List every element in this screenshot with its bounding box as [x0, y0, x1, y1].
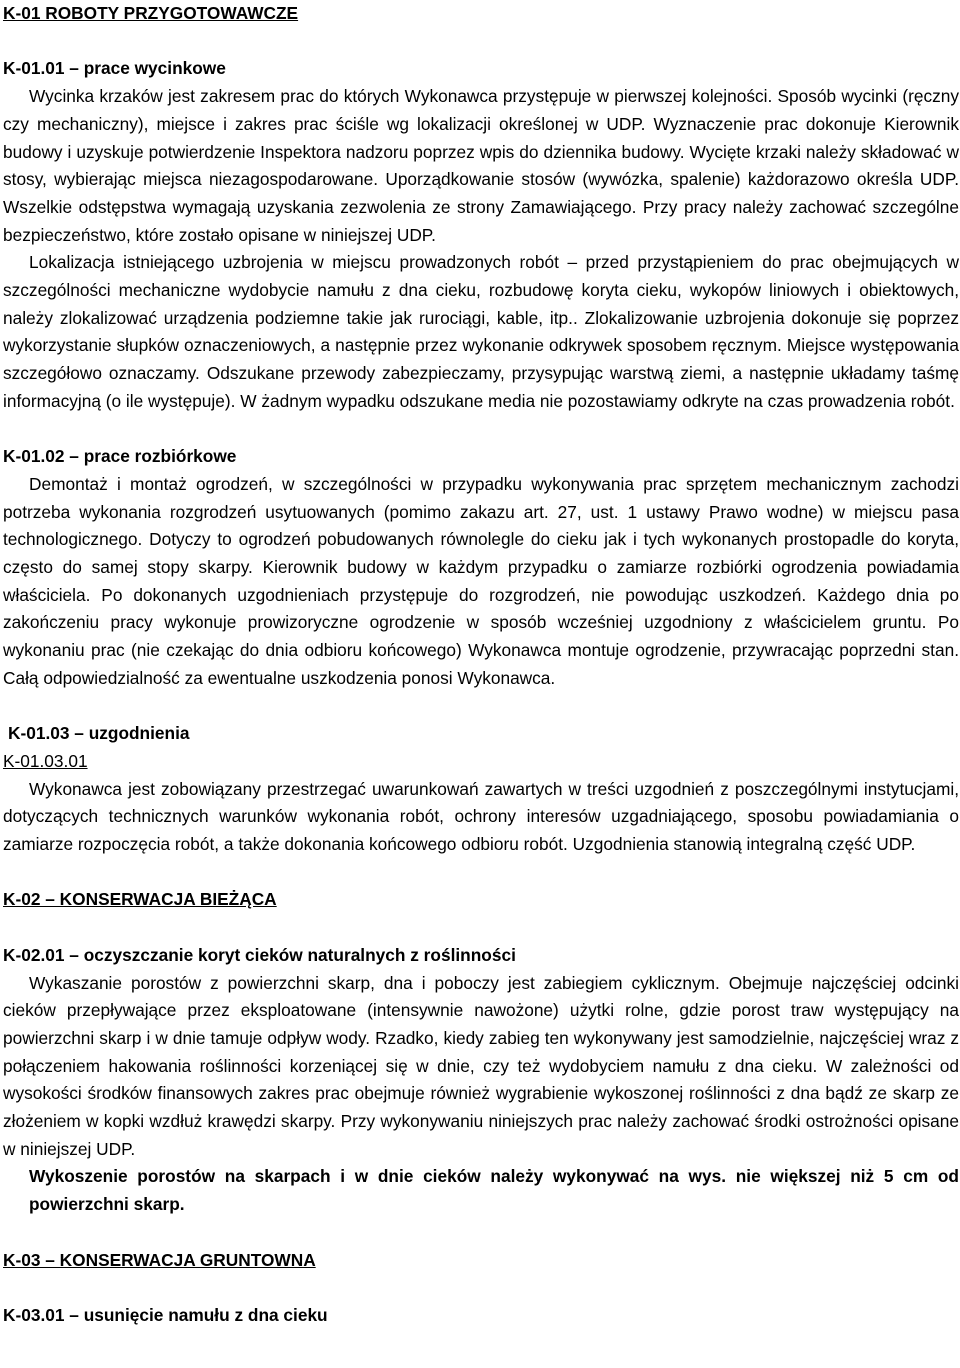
subsection-code: K-01.03.01 [3, 750, 88, 771]
paragraph: Wycinka krzaków jest zakresem prac do których Wykonawca przystępuje w pierwszej kolejności. Sposób wycinki (ręczny czy mechaniczny), miejsce i zakres prac ściśle wg lokalizacji określonej w UDP. Wyznaczenie prac dokonuje Kierownik budowy i uzyskuje potwierdzenie Inspektora nadzoru poprzez wpis do dziennika budowy. Wycięte krzaki należy składować w stosy, wybierając miejsca niezagospodarowane. Uporządkowanie stosów (wywózka, spalenie) każdorazowo określa UDP. Wszelkie odstępstwa wymagają uzyskania zezwolenia ze strony Zamawiającego. Przy pracy należy zachować szczególne bezpieczeństwo, które zostało opisane w niniejszej UDP. [3, 86, 959, 245]
spacer [3, 914, 959, 942]
paragraph: Demontaż i montaż ogrodzeń, w szczególności w przypadku wykonywania prac sprzętem mechanicznym zachodzi potrzeba wykonania rozgrodzeń usytuowanych (pomimo zakazu art. 27, ust. 1 ustawy Prawo wodne) w miejscu pasa technologicznego. Dotyczy to ogrodzeń pobudowanych równolegle do cieku jak i tych wykonanych prostopadle do koryta, często do samej stopy skarpy. Kierownik budowy w każdym przypadku o zamiarze rozbiórki ogrodzenia powiadamia właściciela. Po dokonanych uzgodnieniach przystępuje do rozgrodzeń, nie powodując uszkodzeń. Każdego dnia po zakończeniu pracy wykonuje prowizoryczne ogrodzenie w sposób wcześniej uzgodniony z właścicielem gruntu. Po wykonaniu prac (nie czekając do dnia odbioru końcowego) Wykonawca montuje ogrodzenie, przywracając poprzedni stan. Całą odpowiedzialność za ewentualne uszkodzenia ponosi Wykonawca. [3, 473, 959, 688]
spacer [3, 859, 959, 887]
subsection-heading-k0101: K-01.01 – prace wycinkowe [3, 58, 226, 79]
spacer [3, 1219, 959, 1247]
spacer [3, 28, 959, 56]
section-title-k01: K-01 ROBOTY PRZYGOTOWAWCZE [3, 3, 299, 23]
spacer [3, 416, 959, 444]
paragraph: Lokalizacja istniejącego uzbrojenia w miejscu prowadzonych robót – przed przystąpieniem do prac obejmujących w szczególności mechaniczne wydobycie namułu z dna cieku, rozbudowę koryta cieku, wykopów liniowych i obiektowych, należy zlokalizować urządzenia podziemne takie jak rurociągi, kable, itp.. Zlokalizowanie uzbrojenia dokonuje się poprzez wykorzystanie słupków oznaczeniowych, a następnie przez wykonanie odkrywek sposobem ręcznym. Miejsce występowania szczegółowo oznaczamy. Odszukane przewody zabezpieczamy, przysypując warstwą ziemi, a następnie układamy taśmę informacyjną (o ile występuje). W żadnym wypadku odszukane media nie pozostawiamy odkryte na czas prowadzenia robót. [3, 252, 959, 411]
subsection-heading-k0201: K-02.01 – oczyszczanie koryt cieków naturalnych z roślinności [3, 944, 516, 965]
spacer [3, 693, 959, 721]
paragraph: Wykonawca jest zobowiązany przestrzegać uwarunkowań zawartych w treści uzgodnień z poszczególnymi instytucjami, dotyczących technicznych warunków wykonania robót, ochrony interesów uzgadniającego, sposobu powiadamiania o zamiarze rozpoczęcia robót, a także dokonania końcowego odbioru robót. Uzgodnienia stanowią integralną część UDP. [3, 778, 959, 855]
spacer [3, 1274, 959, 1302]
paragraph: Wykaszanie porostów z powierzchni skarp, dna i poboczy jest zabiegiem cyklicznym. Obejmuje najczęściej odcinki cieków przepływające przez eksploatowane (intensywnie nawożone) użytki rolne, gdzie porost traw występujący na powierzchni skarp i w dnie tamuje odpływ wody. Rzadko, kiedy zabieg ten wykonywany jest samodzielnie, najczęściej wraz z połączeniem hakowania roślinności korzeniącej się w dnie, czy też wydobyciem namułu z dna cieku. W zależności od wysokości środków finansowych zakres prac obejmuje również wygrabienie wykoszonej roślinności z dna bądź ze skarp ze złożeniem w kopki wzdłuż krawędzi skarpy. Przy wykonywaniu niniejszych prac należy zachować środki ostrożności opisane w niniejszej UDP. [3, 972, 959, 1159]
subsection-heading-k0301: K-03.01 – usunięcie namułu z dna cieku [3, 1304, 328, 1325]
section-title-k02: K-02 – KONSERWACJA BIEŻĄCA [3, 889, 277, 910]
subsection-heading-k0103: K-01.03 – uzgodnienia [8, 723, 190, 744]
bold-note: Wykoszenie porostów na skarpach i w dnie cieków należy wykonywać na wys. nie większej niż 5 cm od powierzchni skarp. [29, 1166, 959, 1215]
section-title-k03: K-03 – KONSERWACJA GRUNTOWNA [3, 1249, 316, 1270]
subsection-heading-k0102: K-01.02 – prace rozbiórkowe [3, 446, 237, 467]
document-page [3, 0, 959, 1330]
